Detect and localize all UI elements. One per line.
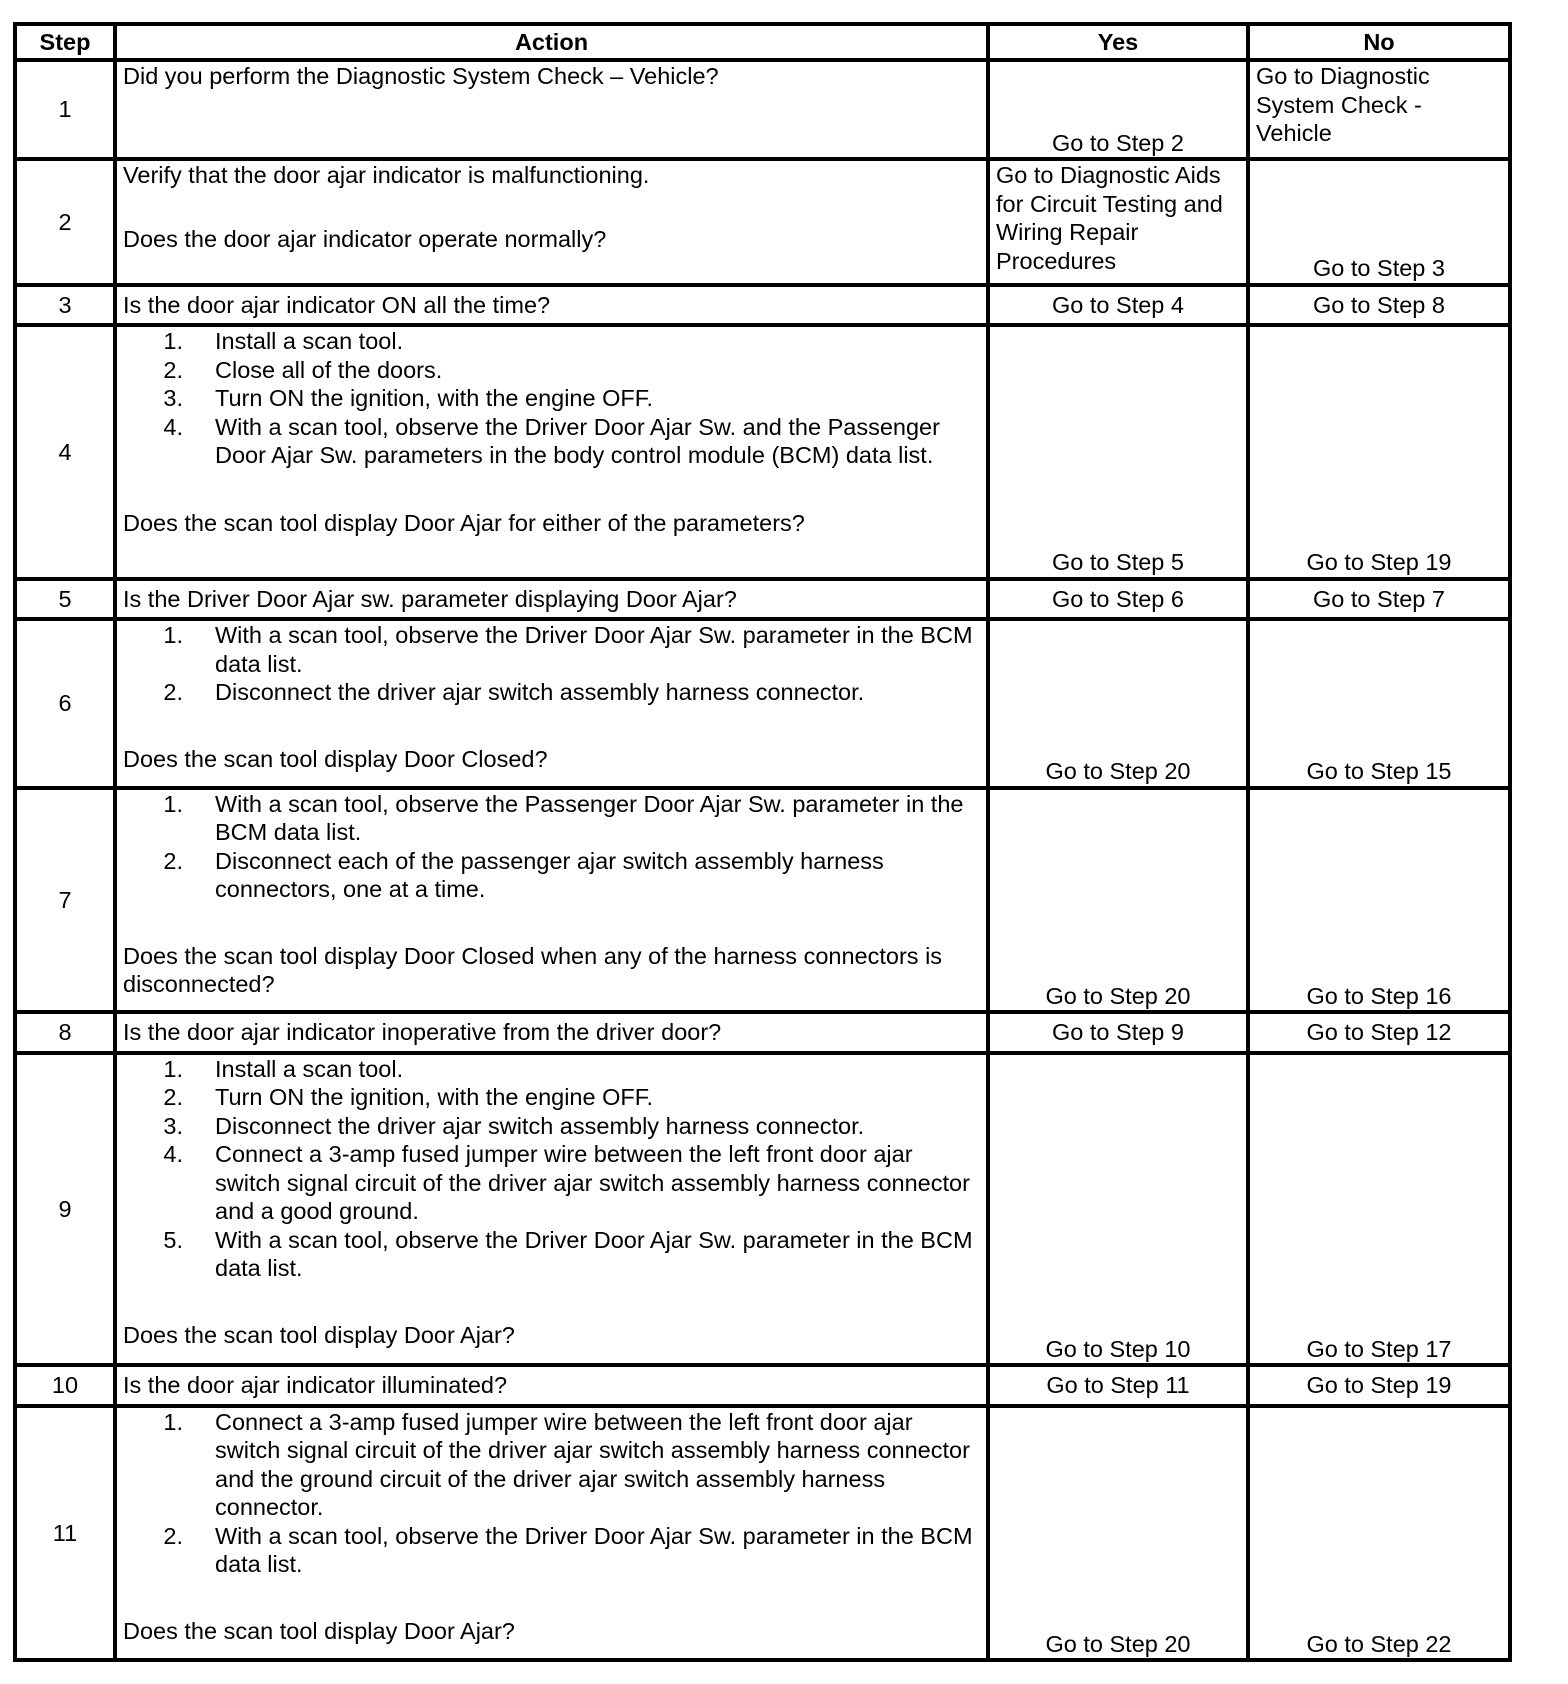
yes-result: Go to Step 20 — [988, 788, 1248, 1013]
procedure-list — [123, 621, 980, 707]
yes-result: Go to Step 11 — [988, 1365, 1248, 1406]
list-item-text: Disconnect each of the passenger ajar switch assembly harness connectors, one at a time. — [215, 847, 884, 903]
step-number: 4 — [15, 325, 115, 578]
action-cell — [115, 60, 988, 159]
action-cell — [115, 159, 988, 285]
procedure-list — [123, 327, 980, 470]
list-item-number: 3. — [163, 385, 183, 412]
yes-result: Go to Diagnostic Aids for Circuit Testing and Wiring Repair Procedures — [988, 159, 1248, 285]
yes-result: Go to Step 4 — [988, 285, 1248, 326]
list-item-text: Disconnect the driver ajar switch assembly harness connector. — [215, 679, 865, 706]
table-row — [15, 579, 1510, 620]
table-row — [15, 325, 1510, 578]
list-item — [123, 1055, 980, 1084]
table-row — [15, 1406, 1510, 1660]
list-item-text: With a scan tool, observe the Passenger Door Ajar Sw. parameter in the BCM data list. — [215, 790, 964, 846]
no-result: Go to Step 22 — [1248, 1406, 1510, 1660]
diagnostic-table — [13, 22, 1512, 1662]
action-cell — [115, 619, 988, 787]
list-item-number: 1. — [163, 328, 183, 355]
list-item — [123, 1522, 980, 1579]
intro-text: Verify that the door ajar indicator is malfunctioning. — [123, 162, 650, 189]
step-column-header: Step — [15, 24, 115, 60]
list-item-text: Turn ON the ignition, with the engine OFF. — [215, 1084, 654, 1111]
list-item — [123, 790, 980, 847]
header-row — [15, 24, 1510, 60]
action-column-header: Action — [115, 24, 988, 60]
list-item — [123, 621, 980, 678]
question-text: Does the scan tool display Door Ajar? — [123, 1617, 515, 1644]
step-number: 3 — [15, 285, 115, 326]
question-text: Does the scan tool display Door Ajar? — [123, 1321, 515, 1348]
action-cell — [115, 1053, 988, 1365]
list-item-text: With a scan tool, observe the Driver Door Ajar Sw. parameter in the BCM data list. — [215, 1226, 973, 1282]
list-item-text: Close all of the doors. — [215, 356, 443, 383]
list-item — [123, 678, 980, 707]
no-result: Go to Step 7 — [1248, 579, 1510, 620]
list-item-number: 3. — [163, 1112, 183, 1139]
question-text: Is the door ajar indicator illuminated? — [115, 1365, 988, 1406]
list-item — [123, 1112, 980, 1141]
yes-result: Go to Step 6 — [988, 579, 1248, 620]
step-number: 5 — [15, 579, 115, 620]
list-item-text: With a scan tool, observe the Driver Door Ajar Sw. parameter in the BCM data list. — [215, 1522, 973, 1578]
no-result: Go to Step 8 — [1248, 285, 1510, 326]
list-item-number: 1. — [163, 1408, 183, 1435]
list-item-text: Install a scan tool. — [215, 1055, 404, 1082]
list-item-number: 4. — [163, 413, 183, 440]
list-item-text: Connect a 3-amp fused jumper wire between the left front door ajar switch signal circuit of the driver ajar switch assembly harness connector and the ground circuit of the driver ajar switch assembly harness connector. — [215, 1408, 970, 1521]
step-number: 7 — [15, 788, 115, 1013]
no-result: Go to Step 19 — [1248, 1365, 1510, 1406]
step-number: 1 — [15, 60, 115, 159]
list-item-number: 2. — [163, 679, 183, 706]
step-number: 9 — [15, 1053, 115, 1365]
question-text: Does the scan tool display Door Closed when any of the harness connectors is disconnected? — [123, 942, 943, 998]
list-item-number: 5. — [163, 1226, 183, 1253]
yes-result: Go to Step 20 — [988, 1406, 1248, 1660]
step-number: 10 — [15, 1365, 115, 1406]
list-item-number: 1. — [163, 622, 183, 649]
list-item-number: 1. — [163, 790, 183, 817]
list-item — [123, 384, 980, 413]
list-item-number: 2. — [163, 356, 183, 383]
question-text: Is the Driver Door Ajar sw. parameter displaying Door Ajar? — [115, 579, 988, 620]
question-text: Does the scan tool display Door Ajar for either of the parameters? — [123, 509, 805, 536]
list-item-number: 2. — [163, 1084, 183, 1111]
table-row — [15, 1012, 1510, 1053]
question-text: Did you perform the Diagnostic System Check – Vehicle? — [123, 63, 719, 89]
no-result: Go to Diagnostic System Check - Vehicle — [1248, 60, 1510, 159]
table-row — [15, 1053, 1510, 1365]
list-item — [123, 413, 980, 470]
procedure-list — [123, 1055, 980, 1283]
list-item-number: 2. — [163, 1522, 183, 1549]
step-number: 6 — [15, 619, 115, 787]
list-item — [123, 327, 980, 356]
table-row — [15, 60, 1510, 159]
list-item-text: With a scan tool, observe the Driver Door Ajar Sw. parameter in the BCM data list. — [215, 622, 973, 677]
action-cell — [115, 325, 988, 578]
yes-result: Go to Step 2 — [988, 60, 1248, 159]
no-result: Go to Step 3 — [1248, 159, 1510, 285]
no-result: Go to Step 17 — [1248, 1053, 1510, 1365]
step-number: 8 — [15, 1012, 115, 1053]
no-column-header: No — [1248, 24, 1510, 60]
question-text: Is the door ajar indicator ON all the time? — [115, 285, 988, 326]
question-text: Is the door ajar indicator inoperative from the driver door? — [115, 1012, 988, 1053]
no-result: Go to Step 19 — [1248, 325, 1510, 578]
yes-column-header: Yes — [988, 24, 1248, 60]
list-item — [123, 1083, 980, 1112]
yes-result: Go to Step 5 — [988, 325, 1248, 578]
list-item-number: 4. — [163, 1141, 183, 1168]
question-text: Does the door ajar indicator operate normally? — [123, 225, 607, 252]
no-result: Go to Step 15 — [1248, 619, 1510, 787]
table-row — [15, 788, 1510, 1013]
action-cell — [115, 1406, 988, 1660]
question-text: Does the scan tool display Door Closed? — [123, 745, 548, 772]
list-item — [123, 1408, 980, 1522]
list-item — [123, 1226, 980, 1283]
yes-result: Go to Step 10 — [988, 1053, 1248, 1365]
step-number: 2 — [15, 159, 115, 285]
list-item-text: Turn ON the ignition, with the engine OFF. — [215, 385, 654, 412]
step-number: 11 — [15, 1406, 115, 1660]
procedure-list — [123, 790, 980, 904]
no-result: Go to Step 16 — [1248, 788, 1510, 1013]
list-item — [123, 356, 980, 385]
table-row — [15, 1365, 1510, 1406]
list-item-text: Disconnect the driver ajar switch assembly harness connector. — [215, 1112, 865, 1139]
yes-result: Go to Step 9 — [988, 1012, 1248, 1053]
action-cell — [115, 788, 988, 1013]
list-item-text: Install a scan tool. — [215, 328, 404, 355]
list-item-text: Connect a 3-amp fused jumper wire between the left front door ajar switch signal circuit of the driver ajar switch assembly harness connector and a good ground. — [215, 1141, 970, 1225]
list-item — [123, 847, 980, 904]
list-item-number: 1. — [163, 1055, 183, 1082]
table-row — [15, 285, 1510, 326]
table-row — [15, 619, 1510, 787]
no-result: Go to Step 12 — [1248, 1012, 1510, 1053]
table-row — [15, 159, 1510, 285]
list-item-number: 2. — [163, 847, 183, 874]
yes-result: Go to Step 20 — [988, 619, 1248, 787]
list-item — [123, 1140, 980, 1226]
procedure-list — [123, 1408, 980, 1579]
list-item-text: With a scan tool, observe the Driver Door Ajar Sw. and the Passenger Door Ajar Sw. parameters in the body control module (BCM) data list. — [215, 413, 940, 469]
